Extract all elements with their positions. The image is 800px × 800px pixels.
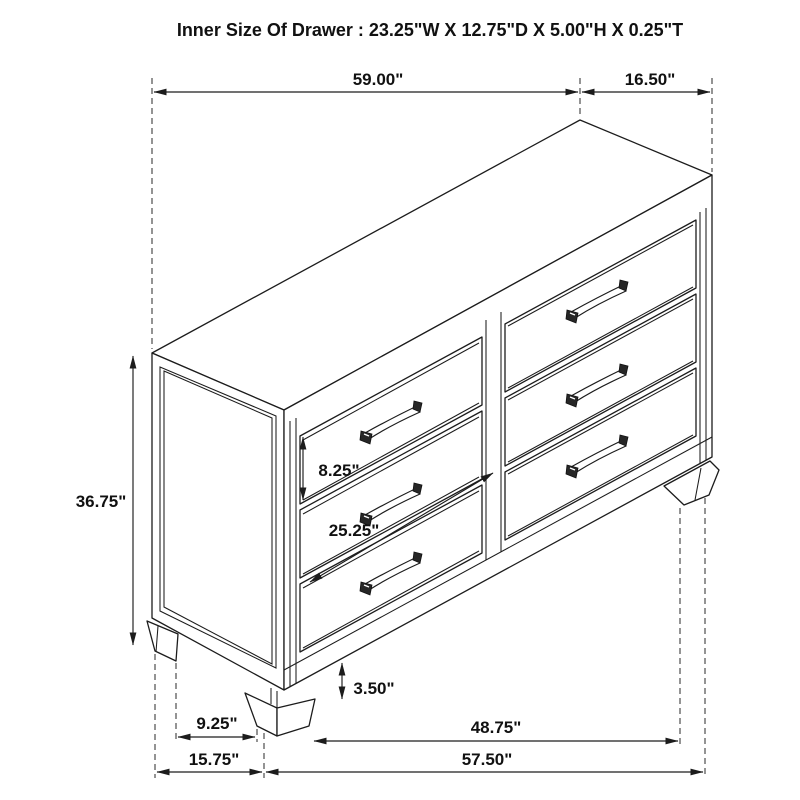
dim-top-depth-label: 16.50": [624, 70, 676, 89]
dim-overall-height-label: 36.75": [75, 492, 127, 511]
dresser-leg-front-left: [245, 688, 315, 736]
dim-leg-spacing-front-label: 48.75": [470, 718, 522, 737]
dim-leg-spacing-side-label: 9.25": [196, 714, 238, 733]
dim-leg-height-label: 3.50": [353, 679, 395, 698]
dim-drawer-height-label: 8.25": [318, 461, 360, 480]
dim-base-width-label: 57.50": [461, 750, 513, 769]
dresser-drawing: [147, 120, 719, 736]
dim-base-depth-label: 15.75": [188, 750, 240, 769]
diagram-title: Inner Size Of Drawer : 23.25"W X 12.75"D X 5.00"H X 0.25"T: [176, 20, 684, 40]
dim-top-width-label: 59.00": [352, 70, 404, 89]
dim-drawer-width-label: 25.25": [328, 521, 380, 540]
